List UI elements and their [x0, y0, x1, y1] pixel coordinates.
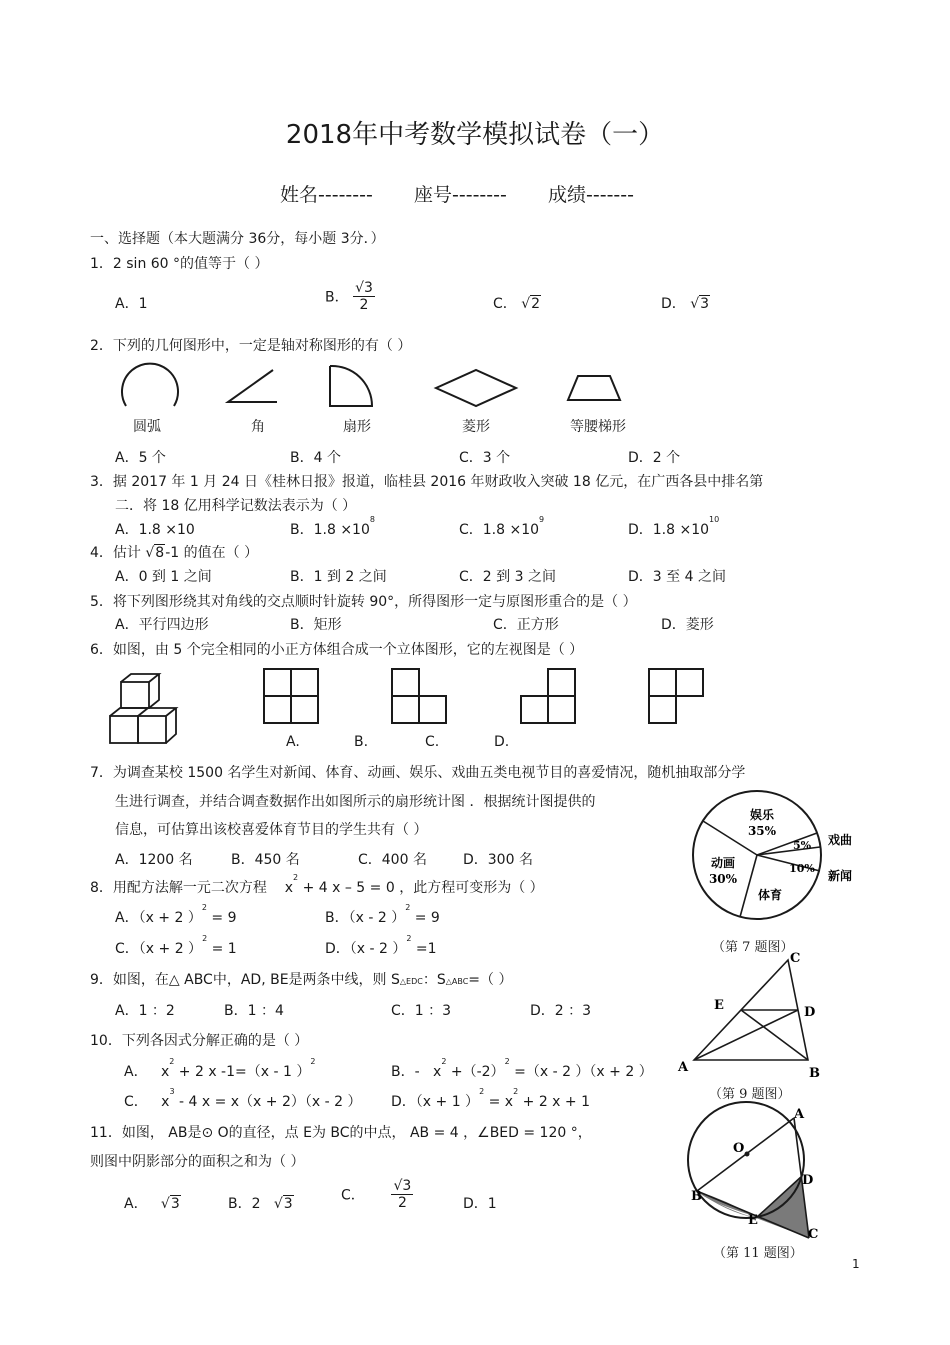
q5-option-c: C．正方形	[493, 617, 559, 633]
option-d-view	[647, 668, 707, 724]
q11-label-c: C	[808, 1227, 819, 1240]
q8-option-a: A．（x + 2 ）$^2$ = 9	[115, 903, 237, 926]
q2-option-c: C．3 个	[459, 450, 511, 466]
q9-label-c: C	[790, 951, 801, 966]
q10-stem: 10．下列各因式分解正确的是（ ）	[90, 1033, 309, 1049]
q3-option-b: B．$1.8 \times 10^8$	[290, 515, 375, 538]
pie-pct-xinwen: 10%	[789, 862, 815, 875]
q8-stem: 8．用配方法解一元二次方程 $x^2 + 4$ x – 5 = 0 ，此方程可变形为（ ）	[90, 873, 544, 896]
pie-pct-yule: 35%	[747, 824, 777, 838]
shape-label-sector: 扇形	[343, 419, 371, 435]
q4-option-b: B．1 到 2 之间	[290, 569, 387, 585]
page-title: 2018年中考数学模拟试卷（一）	[285, 120, 665, 150]
q1-option-c: C． √2	[493, 296, 541, 312]
shape-label-rhombus: 菱形	[462, 419, 490, 435]
pie-pct-donghua: 30%	[708, 872, 738, 886]
q2-shapes-figure	[110, 362, 650, 412]
q3-option-d: D．$1.8 \times 10^{10}$	[628, 515, 720, 538]
q6-label-c: C.	[425, 734, 440, 750]
q6-label-b: B.	[354, 734, 369, 750]
name-field: 姓名--------	[280, 184, 373, 206]
pie-pct-xiqu: 5%	[792, 839, 812, 852]
q8-option-c: C．（x + 2 ）$^2$ = 1	[115, 934, 237, 957]
q7-line3: 信息，可估算出该校喜爱体育节目的学生共有（ ）	[115, 822, 428, 838]
pie-label-tiyu: 体育	[757, 888, 783, 902]
q11-circle-figure	[686, 1100, 826, 1240]
q11-option-d: D．1	[463, 1196, 497, 1212]
q9-label-b: B	[809, 1066, 820, 1081]
option-b-view	[390, 668, 450, 724]
q9-stem: 9．如图，在△ ABC中，AD, BE是两条中线，则 S△EDC：S△ABC=（ ）	[90, 972, 513, 988]
q5-option-a: A．平行四边形	[115, 617, 209, 633]
shape-label-trapezoid: 等腰梯形	[570, 419, 626, 435]
q9-option-d: D．2 ：3	[530, 1003, 592, 1019]
q2-option-b: B．4 个	[290, 450, 341, 466]
q10-option-a: A． $x^2 + 2$ x -1=（x - 1 ）$^2$	[124, 1057, 316, 1080]
q2-option-d: D．2 个	[628, 450, 681, 466]
q2-option-a: A．5 个	[115, 450, 166, 466]
q6-stem: 6．如图，由 5 个完全相同的小正方体组合成一个立体图形，它的左视图是（ ）	[90, 642, 584, 658]
shape-label-arc: 圆弧	[133, 419, 161, 435]
q11-label-e: E	[748, 1213, 758, 1228]
q10-option-d: D．（x + 1 ）$^2 = x^2 + 2$ x + 1	[391, 1087, 591, 1110]
q4-option-d: D．3 至 4 之间	[628, 569, 726, 585]
score-field: 成绩-------	[548, 184, 634, 206]
q4-option-a: A．0 到 1 之间	[115, 569, 212, 585]
q6-label-a: A.	[286, 734, 300, 750]
q3-option-a: A．1.8 ×10	[115, 522, 195, 538]
option-a-view	[262, 668, 322, 724]
shape-label-angle: 角	[251, 419, 265, 435]
q9-option-c: C．1 ：3	[391, 1003, 452, 1019]
q5-option-d: D．菱形	[661, 617, 714, 633]
q8-option-d: D．（x - 2 ）$^2$ =1	[325, 934, 437, 957]
q11-option-a: A． √3	[124, 1196, 180, 1212]
q7-line1: 7．为调查某校 1500 名学生对新闻、体育、动画、娱乐、戏曲五类电视节目的喜爱情况，随机抽取部分学	[90, 765, 746, 781]
q7-option-c: C．400 名	[358, 852, 427, 868]
pie-label-yule: 娱乐	[749, 808, 775, 822]
q9-label-a: A	[678, 1060, 689, 1075]
pie-label-xiqu: 戏曲	[827, 833, 853, 847]
q9-triangle-figure	[676, 946, 826, 1082]
q11-line2: 则图中阴影部分的面积之和为（ ）	[90, 1154, 305, 1170]
q8-option-b: B．（x - 2 ）$^2$ = 9	[325, 903, 440, 926]
q7-line2: 生进行调查，并结合调查数据作出如图所示的扇形统计图 ．根据统计图提供的	[115, 794, 596, 810]
q5-option-b: B．矩形	[290, 617, 342, 633]
q9-label-e: E	[714, 998, 724, 1013]
q7-pie-chart	[690, 785, 862, 925]
q11-option-b: B．2 √3	[228, 1196, 293, 1212]
q3-line1: 3．据 2017 年 1 月 24 日《桂林日报》报道，临桂县 2016 年财政收入突破 18 亿元，在广西各县中排名第	[90, 474, 764, 490]
q9-option-a: A．1 ：2	[115, 1003, 175, 1019]
option-c-view	[519, 668, 579, 724]
q1-option-b: B． $\frac{√3}{2}$	[325, 280, 373, 313]
q7-caption: （第 7 题图）	[712, 940, 794, 955]
pie-label-donghua: 动画	[710, 856, 736, 870]
q2-stem: 2．下列的几何图形中，一定是轴对称图形的有（ ）	[90, 338, 412, 354]
q6-label-d: D.	[494, 734, 510, 750]
q11-line1: 11．如图， AB是⊙ O的直径，点 E为 BC的中点， AB = 4 ，∠BED = 120 °，	[90, 1125, 592, 1141]
q11-label-d: D	[802, 1173, 814, 1188]
section-heading: 一、选择题（本大题满分 36分，每小题 3分．）	[90, 231, 385, 247]
q9-caption: （第 9 题图）	[709, 1087, 791, 1102]
q11-option-c: C． $\frac{√3}{2}$	[341, 1178, 412, 1211]
q10-option-c: C． $x^3 - 4$ x = x（x + 2）（x - 2 ）	[124, 1087, 362, 1110]
q10-option-b: B．- $x^2 +(-2)^2 =(x - 2$ ）（x + 2 ）	[391, 1057, 653, 1080]
q3-line2: 二．将 18 亿用科学记数法表示为（ ）	[115, 498, 357, 514]
q11-label-o: O	[733, 1141, 745, 1156]
q1-option-a: A．1	[115, 296, 148, 312]
q7-option-a: A．1200 名	[115, 852, 193, 868]
q9-option-b: B．1 ：4	[224, 1003, 284, 1019]
q6-cube-figure	[105, 672, 195, 747]
q11-label-a: A	[794, 1107, 805, 1122]
q7-option-b: B．450 名	[231, 852, 300, 868]
q11-label-b: B	[691, 1189, 702, 1204]
q7-option-d: D．300 名	[463, 852, 533, 868]
q3-option-c: C．$1.8 \times 10^9$	[459, 515, 545, 538]
pie-label-xinwen: 新闻	[827, 869, 853, 883]
q9-label-d: D	[804, 1005, 816, 1020]
seat-field: 座号--------	[414, 184, 507, 206]
page-number: 1	[852, 1257, 860, 1271]
q5-stem: 5．将下列图形绕其对角线的交点顺时针旋转 90°，所得图形一定与原图形重合的是（ ）	[90, 594, 637, 610]
q1-option-d: D． √3	[661, 296, 710, 312]
q11-caption: （第 11 题图）	[713, 1246, 803, 1261]
q1-stem: 1．2 sin 60 °的值等于（ ）	[90, 256, 269, 272]
q4-stem: 4．估计 √8-1 的值在（ ）	[90, 545, 259, 561]
q4-option-c: C．2 到 3 之间	[459, 569, 556, 585]
